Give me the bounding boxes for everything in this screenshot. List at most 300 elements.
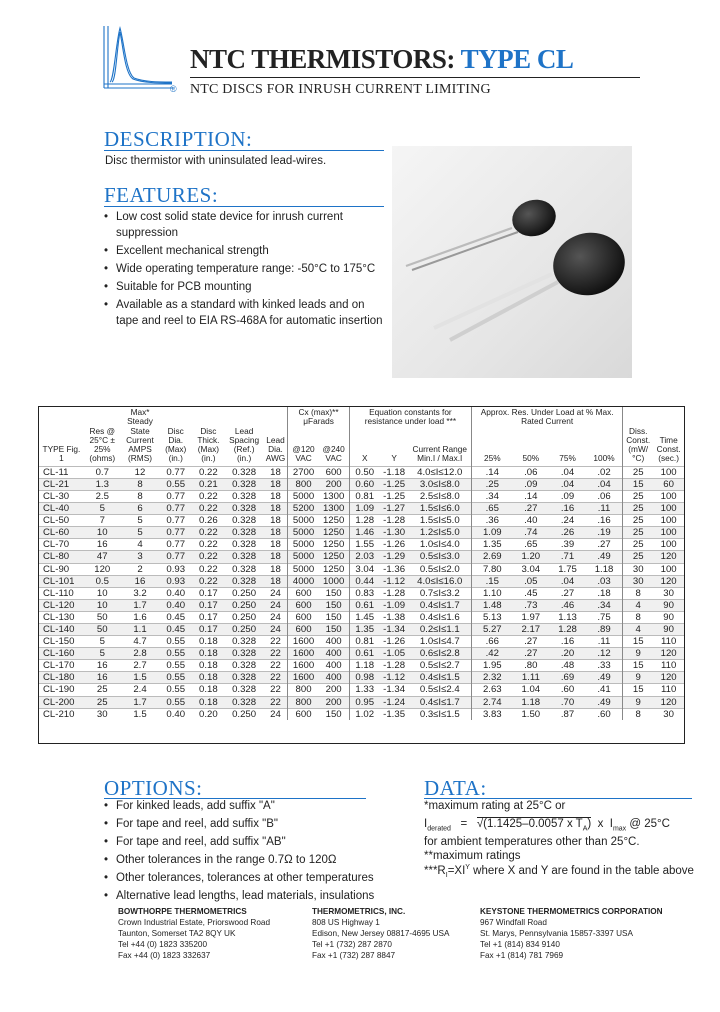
table-cell: 16 bbox=[84, 660, 121, 672]
table-cell: 9 bbox=[623, 696, 654, 708]
table-cell: 0.328 bbox=[225, 466, 264, 478]
data-heading: DATA: bbox=[424, 776, 487, 800]
table-cell: 0.55 bbox=[159, 696, 192, 708]
table-cell: .09 bbox=[512, 478, 549, 490]
footer-thermometrics: THERMOMETRICS, INC. 808 US Highway 1 Edison, New Jersey 08817-4695 USA Tel +1 (732) 287 2870 Fax +1 (732) 287 8847 bbox=[312, 907, 450, 960]
feature-item: • Low cost solid state device for inrush current suppression bbox=[104, 209, 394, 241]
table-cell: 1.28 bbox=[349, 515, 380, 527]
table-row bbox=[39, 587, 684, 599]
table-cell: 0.40 bbox=[159, 587, 192, 599]
table-cell: 400 bbox=[319, 636, 350, 648]
table-cell: 15 bbox=[623, 660, 654, 672]
table-cell: .11 bbox=[586, 636, 623, 648]
table-cell: 30 bbox=[653, 587, 684, 599]
table-cell: 100 bbox=[653, 539, 684, 551]
table-cell: 150 bbox=[319, 708, 350, 720]
feature-item: • Wide operating temperature range: -50°C to 175°C bbox=[104, 261, 394, 277]
table-cell: .46 bbox=[549, 599, 586, 611]
table-cell: 0.22 bbox=[192, 551, 225, 563]
data-line4: **maximum ratings bbox=[424, 850, 521, 863]
table-cell: 1.18 bbox=[586, 563, 623, 575]
table-cell: 120 bbox=[653, 696, 684, 708]
table-cell: 6 bbox=[121, 503, 160, 515]
table-cell: 1.35 bbox=[349, 624, 380, 636]
col-cx: Cx (max)** μFarads bbox=[288, 407, 349, 436]
table-cell: 0.18 bbox=[192, 660, 225, 672]
product-photo bbox=[392, 146, 632, 378]
table-cell: 2.17 bbox=[512, 624, 549, 636]
table-cell: .42 bbox=[472, 648, 513, 660]
table-cell: 0.328 bbox=[225, 648, 264, 660]
data-line3: for ambient temperatures other than 25°C. bbox=[424, 836, 640, 849]
table-cell: 1250 bbox=[319, 539, 350, 551]
table-cell: .02 bbox=[586, 466, 623, 478]
table-cell: 2.8 bbox=[121, 648, 160, 660]
table-cell: 8 bbox=[623, 708, 654, 720]
table-cell: 0.328 bbox=[225, 696, 264, 708]
table-cell: 800 bbox=[288, 478, 319, 490]
table-cell: 0.77 bbox=[159, 539, 192, 551]
table-cell: .41 bbox=[586, 684, 623, 696]
table-cell: -1.12 bbox=[380, 672, 409, 684]
page-subtitle: NTC DISCS FOR INRUSH CURRENT LIMITING bbox=[190, 82, 491, 97]
table-cell: CL-150 bbox=[39, 636, 84, 648]
table-cell: CL-60 bbox=[39, 527, 84, 539]
table-cell: .34 bbox=[472, 490, 513, 502]
table-cell: 0.18 bbox=[192, 684, 225, 696]
table-cell: 110 bbox=[653, 660, 684, 672]
table-cell: 110 bbox=[653, 684, 684, 696]
table-cell: 15 bbox=[623, 636, 654, 648]
table-cell: 400 bbox=[319, 660, 350, 672]
table-cell: 0.21 bbox=[192, 478, 225, 490]
table-cell: 5000 bbox=[288, 515, 319, 527]
table-cell: .16 bbox=[586, 515, 623, 527]
table-cell: 24 bbox=[264, 599, 288, 611]
table-cell: 0.61 bbox=[349, 599, 380, 611]
table-cell: .26 bbox=[549, 527, 586, 539]
table-cell: 10 bbox=[84, 599, 121, 611]
table-cell: 22 bbox=[264, 696, 288, 708]
table-cell: 0.55 bbox=[159, 684, 192, 696]
table-cell: 1.95 bbox=[472, 660, 513, 672]
footer-keystone: KEYSTONE THERMOMETRICS CORPORATION 967 Windfall Road St. Marys, Pennsylvania 15857-3397 USA Tel +1 (814) 834 9140 Fax +1 (814) 781 7969 bbox=[480, 907, 663, 960]
table-cell: .19 bbox=[586, 527, 623, 539]
table-cell: .48 bbox=[549, 660, 586, 672]
table-cell: 9 bbox=[623, 672, 654, 684]
specifications-table bbox=[38, 406, 685, 744]
table-cell: 1250 bbox=[319, 527, 350, 539]
col-diss: Diss. Const. (mW/°C) bbox=[623, 407, 654, 466]
table-cell: 150 bbox=[319, 587, 350, 599]
table-cell: -1.35 bbox=[380, 708, 409, 720]
table-cell: 1.3 bbox=[84, 478, 121, 490]
table-cell: 30 bbox=[623, 575, 654, 587]
feature-item: • Suitable for PCB mounting bbox=[104, 279, 394, 295]
table-cell: 4000 bbox=[288, 575, 319, 587]
table-cell: 2.4 bbox=[121, 684, 160, 696]
table-cell: 24 bbox=[264, 708, 288, 720]
table-cell: 4.0≤I≤16.0 bbox=[408, 575, 471, 587]
col-range: Current Range Min.I / Max.I bbox=[412, 444, 467, 464]
table-cell: .60 bbox=[586, 708, 623, 720]
table-cell: .16 bbox=[549, 636, 586, 648]
table-cell: .14 bbox=[472, 466, 513, 478]
table-cell: 0.4≤I≤1.7 bbox=[408, 696, 471, 708]
table-cell: 1.09 bbox=[472, 527, 513, 539]
table-cell: 16 bbox=[121, 575, 160, 587]
table-cell: 600 bbox=[288, 611, 319, 623]
table-cell: .66 bbox=[472, 636, 513, 648]
table-cell: 120 bbox=[653, 672, 684, 684]
table-cell: 0.328 bbox=[225, 684, 264, 696]
table-cell: 25 bbox=[623, 551, 654, 563]
table-cell: -1.36 bbox=[380, 563, 409, 575]
table-cell: 2.69 bbox=[472, 551, 513, 563]
table-cell: 0.22 bbox=[192, 575, 225, 587]
table-cell: 9 bbox=[623, 648, 654, 660]
table-cell: .06 bbox=[586, 490, 623, 502]
table-cell: .60 bbox=[549, 684, 586, 696]
table-cell: 0.55 bbox=[159, 648, 192, 660]
col-lead-spacing: Lead Spacing (Ref.) (in.) bbox=[229, 425, 260, 464]
table-cell: .11 bbox=[586, 503, 623, 515]
table-cell: 18 bbox=[264, 539, 288, 551]
table-cell: 18 bbox=[264, 575, 288, 587]
table-cell: 0.60 bbox=[349, 478, 380, 490]
table-row bbox=[39, 575, 684, 587]
table-cell: 0.250 bbox=[225, 708, 264, 720]
col-p100: 100% bbox=[593, 453, 615, 464]
table-cell: 0.17 bbox=[192, 624, 225, 636]
table-cell: 0.5≤I≤3.0 bbox=[408, 551, 471, 563]
table-cell: 15 bbox=[623, 478, 654, 490]
col-disc-dia: Disc Dia. (Max) (in.) bbox=[165, 425, 187, 464]
table-cell: -1.38 bbox=[380, 611, 409, 623]
table-cell: .39 bbox=[549, 539, 586, 551]
table-cell: 100 bbox=[653, 466, 684, 478]
col-disc-thick: Disc Thick. (Max) (in.) bbox=[197, 425, 220, 464]
table-cell: 24 bbox=[264, 587, 288, 599]
table-cell: 1.6 bbox=[121, 611, 160, 623]
table-cell: 25 bbox=[623, 466, 654, 478]
table-cell: 0.328 bbox=[225, 515, 264, 527]
table-cell: 0.328 bbox=[225, 539, 264, 551]
table-cell: 1.20 bbox=[512, 551, 549, 563]
table-cell: 25 bbox=[84, 696, 121, 708]
table-cell: -1.30 bbox=[380, 527, 409, 539]
title-type: TYPE CL bbox=[460, 44, 574, 74]
col-p75: 75% bbox=[559, 453, 576, 464]
table-cell: .89 bbox=[586, 624, 623, 636]
table-cell: 18 bbox=[264, 515, 288, 527]
table-cell: 22 bbox=[264, 636, 288, 648]
features-list bbox=[104, 209, 394, 331]
table-cell: 5 bbox=[84, 636, 121, 648]
table-cell: 90 bbox=[653, 611, 684, 623]
table-cell: 8 bbox=[121, 478, 160, 490]
table-cell: 5000 bbox=[288, 551, 319, 563]
table-cell: 0.328 bbox=[225, 490, 264, 502]
table-row bbox=[39, 503, 684, 515]
table-cell: 25 bbox=[623, 490, 654, 502]
table-cell: 0.7 bbox=[84, 466, 121, 478]
table-cell: 1.13 bbox=[549, 611, 586, 623]
feature-item: • Excellent mechanical strength bbox=[104, 243, 394, 259]
table-cell: 18 bbox=[264, 551, 288, 563]
feature-item: • Available as a standard with kinked leads and on tape and reel to EIA RS-468A for automatic insertion bbox=[104, 297, 394, 329]
table-cell: 0.45 bbox=[159, 624, 192, 636]
table-cell: CL-80 bbox=[39, 551, 84, 563]
table-cell: .49 bbox=[586, 551, 623, 563]
table-cell: .04 bbox=[549, 466, 586, 478]
table-cell: 1000 bbox=[319, 575, 350, 587]
table-cell: 4.0≤I≤12.0 bbox=[408, 466, 471, 478]
table-cell: 3.83 bbox=[472, 708, 513, 720]
table-cell: 30 bbox=[623, 563, 654, 575]
table-cell: 1.10 bbox=[472, 587, 513, 599]
table-cell: 1.5 bbox=[121, 672, 160, 684]
page-title bbox=[190, 44, 640, 75]
table-cell: 0.250 bbox=[225, 624, 264, 636]
table-cell: CL-101 bbox=[39, 575, 84, 587]
table-cell: 0.98 bbox=[349, 672, 380, 684]
table-cell: 1.2≤I≤5.0 bbox=[408, 527, 471, 539]
table-cell: 0.5≤I≤2.7 bbox=[408, 660, 471, 672]
table-cell: 0.55 bbox=[159, 478, 192, 490]
table-cell: 0.22 bbox=[192, 466, 225, 478]
table-cell: 5.13 bbox=[472, 611, 513, 623]
table-cell: 5000 bbox=[288, 527, 319, 539]
table-cell: 1250 bbox=[319, 515, 350, 527]
table-cell: 0.40 bbox=[159, 599, 192, 611]
options-list bbox=[104, 798, 394, 906]
table-cell: 90 bbox=[653, 624, 684, 636]
table-cell: .65 bbox=[472, 503, 513, 515]
table-cell: .34 bbox=[586, 599, 623, 611]
table-cell: 1.55 bbox=[349, 539, 380, 551]
table-cell: CL-210 bbox=[39, 708, 84, 720]
table-row bbox=[39, 636, 684, 648]
table-cell: 0.17 bbox=[192, 587, 225, 599]
table-cell: 0.22 bbox=[192, 563, 225, 575]
table-cell: .27 bbox=[512, 636, 549, 648]
table-cell: CL-90 bbox=[39, 563, 84, 575]
table-cell: .45 bbox=[512, 587, 549, 599]
table-cell: 5 bbox=[84, 503, 121, 515]
table-cell: 0.328 bbox=[225, 575, 264, 587]
col-type: TYPE Fig. 1 bbox=[42, 444, 81, 464]
table-row bbox=[39, 708, 684, 720]
table-cell: CL-110 bbox=[39, 587, 84, 599]
col-y: Y bbox=[391, 453, 397, 464]
table-cell: 1.45 bbox=[349, 611, 380, 623]
table-cell: 1.11 bbox=[512, 672, 549, 684]
table-cell: 47 bbox=[84, 551, 121, 563]
table-cell: .03 bbox=[586, 575, 623, 587]
table-cell: .04 bbox=[549, 575, 586, 587]
table-cell: 90 bbox=[653, 599, 684, 611]
table-cell: 0.7≤I≤3.2 bbox=[408, 587, 471, 599]
table-cell: 0.18 bbox=[192, 696, 225, 708]
table-cell: .27 bbox=[512, 648, 549, 660]
option-item: • For kinked leads, add suffix "A" bbox=[104, 798, 394, 814]
table-cell: 0.44 bbox=[349, 575, 380, 587]
table-cell: 600 bbox=[319, 466, 350, 478]
table-cell: 0.77 bbox=[159, 503, 192, 515]
table-row bbox=[39, 551, 684, 563]
table-cell: 25 bbox=[623, 503, 654, 515]
option-item: • Alternative lead lengths, lead materials, insulations bbox=[104, 888, 394, 904]
table-cell: -1.34 bbox=[380, 684, 409, 696]
description-rule bbox=[104, 150, 384, 151]
table-cell: .49 bbox=[586, 696, 623, 708]
table-cell: 0.22 bbox=[192, 503, 225, 515]
table-cell: CL-40 bbox=[39, 503, 84, 515]
table-cell: 0.83 bbox=[349, 587, 380, 599]
table-row bbox=[39, 515, 684, 527]
table-cell: 5 bbox=[121, 515, 160, 527]
table-cell: 4 bbox=[623, 624, 654, 636]
table-cell: 1.50 bbox=[512, 708, 549, 720]
table-row bbox=[39, 684, 684, 696]
option-item: • For tape and reel, add suffix "AB" bbox=[104, 834, 394, 850]
table-cell: 1600 bbox=[288, 660, 319, 672]
table-cell: 400 bbox=[319, 672, 350, 684]
table-cell: 5000 bbox=[288, 563, 319, 575]
table-cell: 0.4≤I≤1.5 bbox=[408, 672, 471, 684]
table-cell: 0.55 bbox=[159, 636, 192, 648]
table-cell: 1.04 bbox=[512, 684, 549, 696]
table-cell: CL-160 bbox=[39, 648, 84, 660]
table-row bbox=[39, 696, 684, 708]
table-cell: 0.328 bbox=[225, 551, 264, 563]
table-cell: 100 bbox=[653, 527, 684, 539]
data-rule bbox=[424, 798, 692, 799]
table-cell: 1.18 bbox=[512, 696, 549, 708]
table-cell: .49 bbox=[586, 672, 623, 684]
table-cell: 0.328 bbox=[225, 672, 264, 684]
table-cell: 2.63 bbox=[472, 684, 513, 696]
table-cell: 1.28 bbox=[549, 624, 586, 636]
table-cell: 1.5≤I≤5.0 bbox=[408, 515, 471, 527]
table-cell: 600 bbox=[288, 587, 319, 599]
table-cell: 3 bbox=[121, 551, 160, 563]
table-cell: 15 bbox=[623, 684, 654, 696]
table-row bbox=[39, 611, 684, 623]
footer-bowthorpe: BOWTHORPE THERMOMETRICS Crown Industrial Estate, Priorswood Road Taunton, Somerset TA2 8QY UK Tel +44 (0) 1823 335200 Fax +44 (0) 1823 332637 bbox=[118, 907, 270, 960]
table-cell: 120 bbox=[653, 648, 684, 660]
table-cell: -1.28 bbox=[380, 587, 409, 599]
table-cell: 1.46 bbox=[349, 527, 380, 539]
table-cell: 0.17 bbox=[192, 599, 225, 611]
table-cell: 25 bbox=[84, 684, 121, 696]
table-cell: 0.250 bbox=[225, 611, 264, 623]
table-cell: 2.74 bbox=[472, 696, 513, 708]
table-row bbox=[39, 563, 684, 575]
table-cell: 0.77 bbox=[159, 490, 192, 502]
table-cell: 0.45 bbox=[159, 611, 192, 623]
table-cell: CL-190 bbox=[39, 684, 84, 696]
title-row bbox=[190, 44, 640, 78]
table-cell: 2.5≤I≤8.0 bbox=[408, 490, 471, 502]
table-cell: 1.5≤I≤6.0 bbox=[408, 503, 471, 515]
table-cell: 7.80 bbox=[472, 563, 513, 575]
data-line5: $***R_I=XI^Y$ where X and Y are found in the table above bbox=[424, 864, 694, 880]
description-text: Disc thermistor with uninsulated lead-wires. bbox=[105, 155, 327, 167]
table-cell: 8 bbox=[121, 490, 160, 502]
table-cell: .04 bbox=[549, 478, 586, 490]
data-notes bbox=[424, 800, 704, 879]
table-cell: 22 bbox=[264, 660, 288, 672]
table-cell: .40 bbox=[512, 515, 549, 527]
table-cell: 100 bbox=[653, 503, 684, 515]
table-cell: 0.6≤I≤2.8 bbox=[408, 648, 471, 660]
table-cell: .33 bbox=[586, 660, 623, 672]
table-cell: 7 bbox=[84, 515, 121, 527]
table-cell: .09 bbox=[549, 490, 586, 502]
table-cell: 22 bbox=[264, 672, 288, 684]
table-cell: CL-140 bbox=[39, 624, 84, 636]
table-cell: .24 bbox=[549, 515, 586, 527]
description-heading: DESCRIPTION: bbox=[104, 127, 253, 151]
table-cell: 0.18 bbox=[192, 636, 225, 648]
table-cell: 800 bbox=[288, 696, 319, 708]
table-cell: 18 bbox=[264, 527, 288, 539]
title-main: NTC THERMISTORS: bbox=[190, 44, 455, 74]
table-cell: 200 bbox=[319, 684, 350, 696]
table-cell: 1.33 bbox=[349, 684, 380, 696]
table-cell: 0.55 bbox=[159, 660, 192, 672]
table-cell: 60 bbox=[653, 478, 684, 490]
table-body bbox=[39, 466, 684, 719]
thermometrics-logo bbox=[100, 22, 180, 101]
table-cell: 150 bbox=[319, 611, 350, 623]
table-cell: 12 bbox=[121, 466, 160, 478]
col-p25: 25% bbox=[472, 436, 513, 466]
table-cell: 0.77 bbox=[159, 551, 192, 563]
table-cell: .16 bbox=[549, 503, 586, 515]
table-cell: 0.77 bbox=[159, 527, 192, 539]
col-x: X bbox=[349, 436, 380, 466]
table-cell: 0.5 bbox=[84, 575, 121, 587]
table-cell: 0.61 bbox=[349, 648, 380, 660]
table-cell: -1.05 bbox=[380, 648, 409, 660]
table-cell: 800 bbox=[288, 684, 319, 696]
table-cell: .71 bbox=[549, 551, 586, 563]
table-cell: 25 bbox=[623, 539, 654, 551]
table-cell: -1.24 bbox=[380, 696, 409, 708]
table-cell: 16 bbox=[84, 539, 121, 551]
col-time: Time Const. (sec.) bbox=[656, 434, 681, 464]
table-row bbox=[39, 527, 684, 539]
table-cell: 2.7 bbox=[121, 660, 160, 672]
table-cell: 0.40 bbox=[159, 708, 192, 720]
table-row bbox=[39, 624, 684, 636]
table-row bbox=[39, 648, 684, 660]
table-cell: 16 bbox=[84, 672, 121, 684]
table-cell: 600 bbox=[288, 624, 319, 636]
table-cell: 0.93 bbox=[159, 563, 192, 575]
col-v240: @240 VAC bbox=[322, 444, 345, 464]
table-cell: 0.250 bbox=[225, 587, 264, 599]
col-v120: @120 VAC bbox=[288, 436, 319, 466]
table-cell: 120 bbox=[653, 551, 684, 563]
option-item: • Other tolerances, tolerances at other temperatures bbox=[104, 870, 394, 886]
table-cell: -1.09 bbox=[380, 599, 409, 611]
table-cell: .69 bbox=[549, 672, 586, 684]
table-cell: 0.5≤I≤2.4 bbox=[408, 684, 471, 696]
